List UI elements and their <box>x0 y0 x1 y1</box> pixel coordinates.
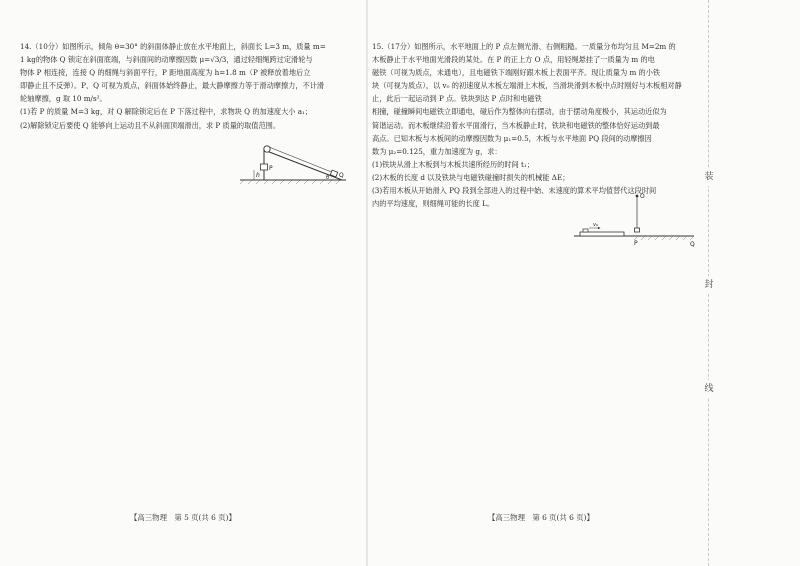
pulley-icon <box>264 146 270 152</box>
incline <box>264 150 342 180</box>
label-p: P <box>634 240 638 247</box>
q15-line: 相撞，碰撞瞬间电磁铁立即通电，碰后作为整体向右摆动，由于摆动角度极小，其运动近似为 <box>372 107 667 117</box>
q15-line: 木板静止于水平地面光滑段的某处。在 P 的正上方 O 点，用轻绳悬挂了一质量为 m 的电 <box>372 55 655 65</box>
q15-line: (3)若用木板从开始滑入 PQ 段到全部进入的过程中始、末速度的算术平均值替代这段时间 <box>372 186 657 196</box>
margin-char-zhuang: 装 <box>700 168 718 186</box>
q14-line: 14.（10分）如图所示，倾角 θ=30° 的斜面体静止放在水平地面上，斜面长 L=3 m，质量 m= <box>20 42 326 51</box>
block-p <box>261 164 268 170</box>
electromagnet <box>635 228 640 232</box>
arrow-head-icon <box>598 227 601 229</box>
q15-line: 高点。已知木板与木板间的动摩擦因数为 μ₁=0.5，木板与水平地面 PQ 段间的动摩擦因 <box>372 133 652 143</box>
q15-line: (1)铁块从滑上木板到与木板共速所经历的时间 t₁； <box>372 159 534 169</box>
question-15 <box>372 40 682 210</box>
rope-incline <box>269 147 334 173</box>
footer-page-5: 【高三物理 第 5 页(共 6 页)】 <box>130 513 236 522</box>
iron-block <box>583 229 588 232</box>
margin-char-xian: 线 <box>700 380 718 398</box>
label-q: Q <box>339 172 344 179</box>
q15-line: 数为 μ₂=0.125，重力加速度为 g，求： <box>372 146 502 156</box>
q15-line: 止，此后一起运动到 P 点。铁块到达 P 点时和电磁铁 <box>372 94 542 104</box>
rough-section-hatching <box>634 236 694 240</box>
label-q: Q <box>690 241 695 248</box>
q15-line: 15.（17分）如图所示，水平地面上的 P 点左侧光滑、右侧粗糙。一质量分布均匀且 M=2m 的 <box>372 42 676 51</box>
q14-line: (1)若 P 的质量 M=3 kg，对 Q 解除锁定后在 P 下落过程中，求物块 Q 的加速度大小 a₁； <box>20 107 313 117</box>
q15-line: 磁铁（可视为质点，未通电），且电磁铁下端刚好跟木板上表面平齐。现让质量为 m 的小铁 <box>372 68 661 78</box>
label-theta: θ <box>326 175 330 181</box>
wooden-board <box>580 232 624 236</box>
q14-line: 轮轴摩擦，g 取 10 m/s²。 <box>20 94 107 104</box>
label-v0: v₀ <box>593 222 598 228</box>
q15-figure <box>570 190 700 248</box>
margin-char-feng: 封 <box>700 276 718 294</box>
q14-line: (2)解除锁定后要使 Q 能够向上运动且不从斜面顶端滑出，求 P 质量的取值范围。 <box>20 120 281 130</box>
q14-line: 物体 P 相连接，连接 Q 的细绳与斜面平行，P 距地面高度为 h=1.8 m（P 被释放着地后立 <box>20 68 311 78</box>
ground-hatching <box>240 180 340 184</box>
footer-page-6: 【高三物理 第 6 页(共 6 页)】 <box>488 513 594 522</box>
q15-line: (2)木板的长度 d 以及铁块与电磁铁碰撞时损失的机械能 ΔE； <box>372 172 570 182</box>
label-o: O <box>640 193 645 200</box>
page-fold <box>366 0 368 566</box>
q15-line: 简谐运动。而木板继续沿着水平面滑行，当木板静止时，铁块和电磁铁的整体恰好运动到最 <box>372 120 660 130</box>
q15-line: 内的平均速度，则细绳可能的长度 L。 <box>372 199 495 209</box>
q14-line: 1 kg的物体 Q 锁定在斜面底端，与斜面间的动摩擦因数 μ=√3/3，通过轻细绳跨过定滑轮与 <box>20 55 313 65</box>
q14-line: 即静止且不反弹）。P、Q 可视为质点，斜面体始终静止，最大静摩擦力等于滑动摩擦力，不计滑 <box>20 81 325 91</box>
question-14 <box>20 40 326 132</box>
q14-figure <box>238 140 350 184</box>
label-p: P <box>269 165 273 172</box>
label-h: h <box>256 172 260 179</box>
q15-line: 块（可视为质点），以 v₀ 的初速度从木板左端滑上木板，当滑块滑到木板中点时刚好与木板相对静 <box>372 81 682 91</box>
